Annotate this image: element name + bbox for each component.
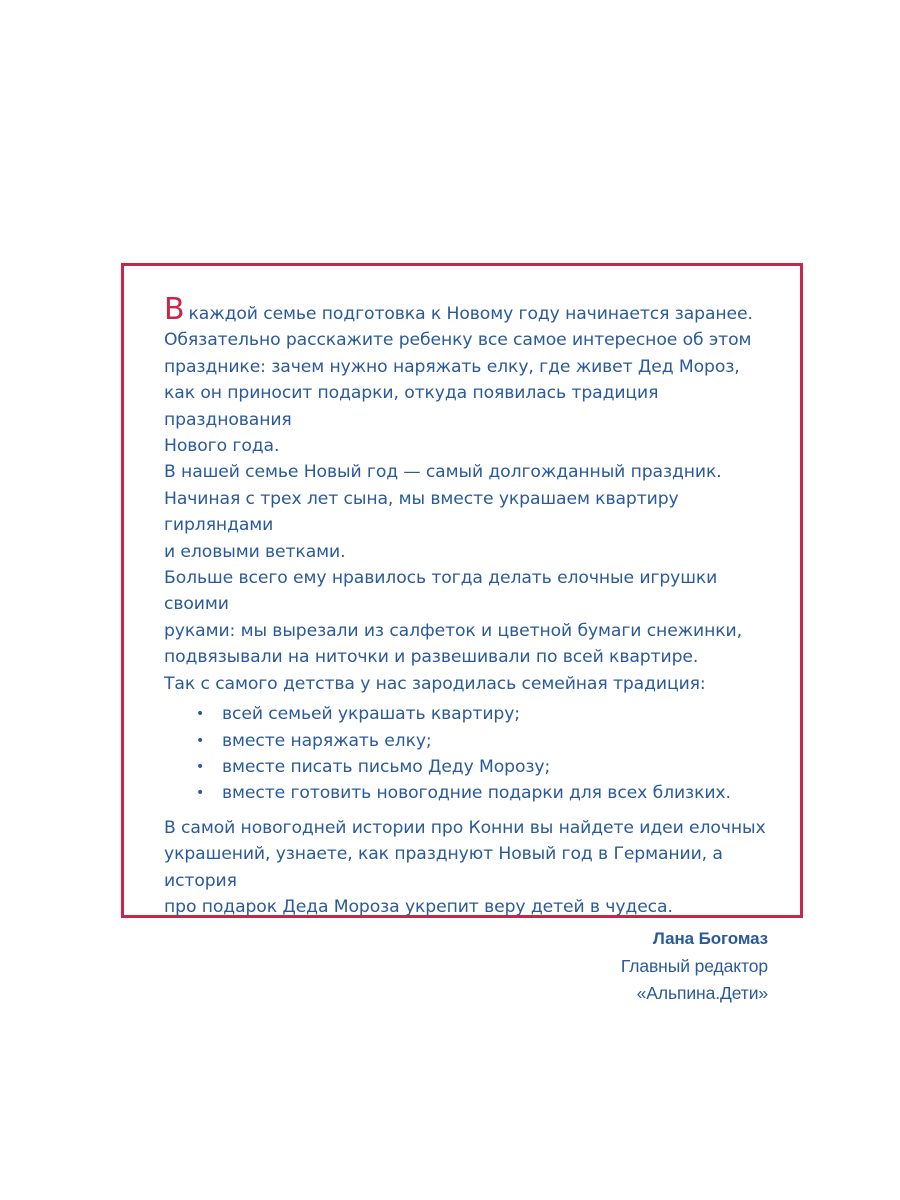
list-item	[164, 780, 768, 806]
signature-block	[164, 926, 768, 1006]
closing-line: В самой новогодней истории про Конни вы найдете идеи елочных	[164, 817, 766, 838]
list-item	[164, 701, 768, 727]
intro-line: подвязывали на ниточки и развешивали по всей квартире.	[164, 647, 699, 668]
list-item-text: вместе наряжать елку;	[222, 730, 432, 751]
author-name: Лана Богомаз	[652, 929, 768, 949]
list-item-text: вместе писать письмо Деду Морозу;	[222, 756, 551, 777]
author-role: Главный редактор	[620, 955, 768, 976]
closing-line: украшений, узнаете, как празднуют Новый год в Германии, а история	[164, 844, 723, 891]
intro-line: Начиная с трех лет сына, мы вместе украшаем квартиру гирляндами	[164, 488, 679, 536]
list-item-text: вместе готовить новогодние подарки для всех близких.	[222, 783, 731, 804]
intro-line: как он приносит подарки, откуда появилась традиция празднования	[164, 383, 659, 430]
intro-line-first	[164, 292, 768, 327]
intro-line: В нашей семье Новый год — самый долгожданный праздник.	[164, 462, 722, 483]
intro-line: и еловыми ветками.	[164, 541, 346, 562]
list-item-text: всей семьей украшать квартиру;	[222, 704, 520, 725]
author-organization: «Альпина.Дети»	[636, 982, 768, 1003]
intro-line: Обязательно расскажите ребенку все самое интересное об этом	[164, 330, 752, 351]
bullet-icon: •	[196, 785, 205, 802]
list-item	[164, 754, 768, 780]
closing-paragraph	[164, 815, 768, 921]
intro-line: Так с самого детства у нас зародилась семейная традиция:	[164, 673, 706, 694]
closing-line: про подарок Деда Мороза укрепит веру детей в чудеса.	[164, 896, 673, 917]
drop-cap: В	[164, 292, 185, 327]
list-item	[164, 728, 768, 754]
red-border-frame	[121, 263, 803, 1003]
intro-line: празднике: зачем нужно наряжать елку, где живет Дед Мороз,	[164, 356, 740, 377]
foreword-text-block	[164, 292, 768, 1007]
bullet-icon: •	[196, 732, 205, 749]
intro-line: Больше всего ему нравилось тогда делать елочные игрушки своими	[164, 568, 718, 615]
intro-line-first-text: каждой семье подготовка к Новому году начинается заранее.	[188, 304, 753, 324]
bullet-icon: •	[196, 706, 205, 723]
intro-line: Нового года.	[164, 436, 280, 457]
bullet-icon: •	[196, 758, 205, 775]
intro-line: руками: мы вырезали из салфеток и цветной бумаги снежинки,	[164, 620, 742, 641]
traditions-list	[164, 701, 768, 807]
intro-paragraph	[164, 292, 768, 697]
